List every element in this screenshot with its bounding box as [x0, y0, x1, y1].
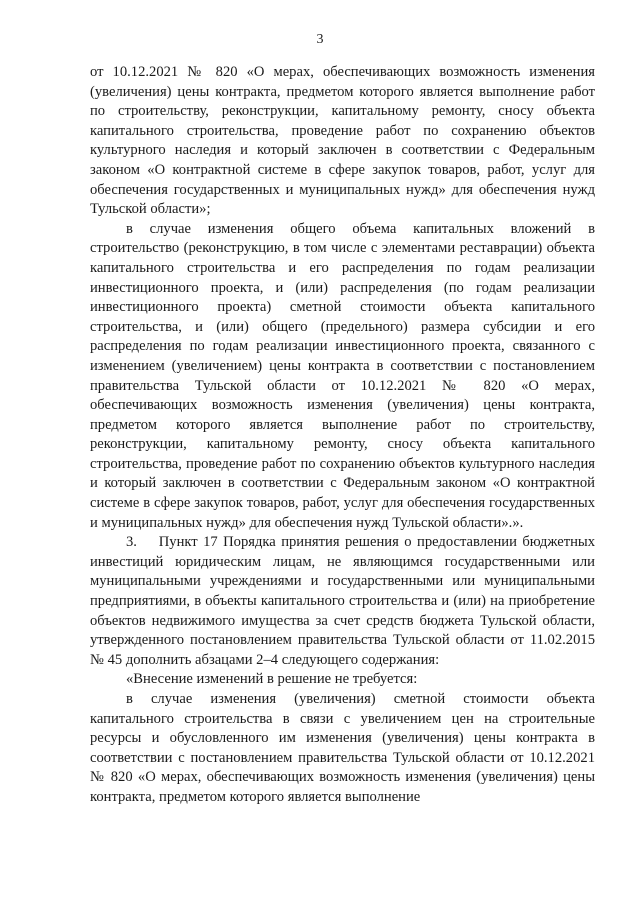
paragraph: в случае изменения (увеличения) сметной стоимости объекта капитального строительства в связи с увеличением цен на строительные ресурсы и обусловленного им изменения (увеличения) цены контракта в соответствии с постановлением правительства Тульской области от 10.12.2021 № 820 «О мерах, обеспечивающих возможность изменения (увеличения) цены контракта, предметом которого является выполнение: [90, 691, 595, 805]
document-body: [90, 63, 599, 808]
paragraph-numbered: 3. Пункт 17 Порядка принятия решения о предоставлении бюджетных инвестиций юридическим лицам, не являющимся государственными или муниципальными учреждениями и государственными или муниципальными предприятиями, в объекты капитального строительства и (или) на приобретение объектов недвижимого имущества за счет средств бюджета Тульской области, утвержденного постановлением правительства Тульской области от 11.02.2015 № 45 дополнить абзацами 2–4 следующего содержания:: [90, 534, 599, 668]
paragraph: в случае изменения общего объема капитальных вложений в строительство (реконструкцию, в том числе с элементами реставрации) объекта капитального строительства и его распределения по годам реализации инвестиционного проекта, и (или) распределения (по годам реализации инвестиционного проекта) сметной стоимости объекта капитального строительства, и (или) общего (предельного) размера субсидии и его распределения по годам реализации инвестиционного проекта, связанного с изменением (увеличением) цены контракта в соответствии с постановлением правительства Тульской области от 10.12.2021 № 820 «О мерах, обеспечивающих возможность изменения (увеличения) цены контракта, предметом которого является выполнение работ по строительству, реконструкции, капитальному ремонту, сносу объекта капитального строительства, проведение работ по сохранению объектов культурного наследия и который заключен в соответствии с Федеральным законом «О контрактной системе в сфере закупок товаров, работ, услуг для обеспечения государственных и муниципальных нужд» для обеспечения нужд Тульской области».».: [90, 220, 595, 531]
paragraph: «Внесение изменений в решение не требуется:: [126, 671, 418, 688]
paragraph-continuation: от 10.12.2021 № 820 «О мерах, обеспечивающих возможность изменения (увеличения) цены контракта, предметом которого является выполнение работ по строительству, реконструкции, капитальному ремонту, сносу объекта капитального строительства, проведение работ по сохранению объектов культурного наследия и который заключен в соответствии с Федеральным законом «О контрактной системе в сфере закупок товаров, работ, услуг для обеспечения государственных и муниципальных нужд» для обеспечения нужд Тульской области»;: [90, 64, 595, 218]
page-number: 3: [316, 32, 324, 47]
